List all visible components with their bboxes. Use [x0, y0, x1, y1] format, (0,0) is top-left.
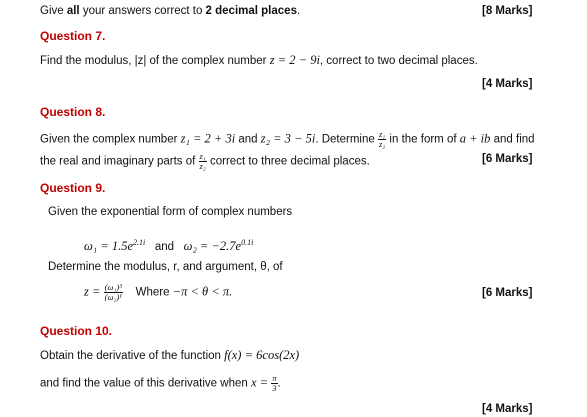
question-8-line-1 — [40, 130, 535, 149]
fraction-numerator: π — [272, 373, 277, 383]
omega-and: and — [154, 241, 175, 253]
question-8-and: and — [235, 133, 261, 146]
question-8-form: a + ib — [459, 131, 491, 146]
fraction-denominator: z₂ — [378, 139, 386, 149]
question-8-marks: [6 Marks] — [482, 153, 533, 165]
question-10-line-1 — [40, 348, 299, 363]
question-10-evaluate: and find the value of this derivative when — [40, 377, 251, 390]
theta-condition: −π < θ < π. — [172, 284, 233, 299]
z-equals: z = — [84, 284, 101, 299]
fraction-denominator: 3 — [272, 383, 277, 393]
where-text: Where — [135, 286, 173, 299]
instructions-text-mid: your answers correct to — [79, 5, 206, 17]
question-9-line-1: Given the exponential form of complex numbers — [48, 206, 293, 218]
question-8-fraction — [378, 130, 386, 149]
question-9-heading: Question 9. — [40, 181, 106, 195]
question-7-heading: Question 7. — [40, 29, 106, 43]
omega-2: ω₂ = −2.7e — [183, 239, 242, 253]
question-9-marks: [6 Marks] — [482, 287, 533, 299]
question-7-text — [40, 53, 478, 68]
question-9-fraction — [104, 283, 123, 302]
question-8-form-text: in the form of — [386, 133, 460, 146]
question-10-marks: [4 Marks] — [482, 403, 533, 415]
instructions-line — [40, 5, 300, 17]
instructions-period: . — [296, 5, 301, 17]
omega-1: ω₁ = 1.5e — [84, 239, 134, 253]
question-8-prompt: Given the complex number — [40, 133, 181, 146]
question-9-z — [84, 283, 232, 302]
question-8-z2: z₂ = 3 − 5i — [260, 131, 316, 146]
fraction-numerator: z₁ — [199, 151, 206, 161]
question-8-fraction-2 — [199, 152, 207, 171]
question-8-line-2 — [40, 152, 370, 171]
question-9-line-3: Determine the modulus, r, and argument, θ, of — [48, 261, 283, 273]
fraction-denominator: z₂ — [199, 161, 206, 171]
question-8-parts-text: the real and imaginary parts of — [40, 155, 199, 168]
question-8-heading: Question 8. — [40, 105, 106, 119]
question-9-omegas — [84, 238, 253, 254]
omega-1-exponent: 2.1i — [133, 238, 146, 247]
fraction-numerator: (ω₁)³ — [104, 282, 122, 292]
question-8-and-find: and find — [490, 133, 535, 146]
question-7-prompt: Find the modulus, |z| of the complex number — [40, 55, 270, 67]
x-equals: x = — [250, 375, 269, 390]
instructions-bold-decimals: 2 decimal places — [205, 5, 297, 17]
instructions-text: Give — [40, 5, 67, 17]
question-8-determine: . Determine — [315, 133, 378, 146]
question-7-prompt-end: , correct to two decimal places. — [319, 55, 478, 67]
instructions-bold-all: all — [66, 5, 80, 17]
question-7-complex-number: z = 2 − 9i — [269, 53, 320, 67]
question-8-z1: z₁ = 2 + 3i — [180, 131, 236, 146]
question-7-marks: [4 Marks] — [482, 78, 533, 90]
fraction-numerator: z₁ — [378, 129, 386, 139]
question-10-heading: Question 10. — [40, 324, 113, 338]
question-10-prompt: Obtain the derivative of the function — [40, 350, 225, 362]
question-10-period: . — [277, 377, 281, 390]
fraction-denominator: (ω₂)¹ — [104, 292, 122, 302]
total-marks: [8 Marks] — [482, 5, 533, 17]
question-10-line-2 — [40, 374, 281, 393]
question-8-precision: correct to three decimal places. — [206, 155, 370, 168]
question-10-function: f(x) = 6cos(2x) — [224, 348, 300, 362]
omega-2-exponent: 0.1i — [241, 238, 254, 247]
